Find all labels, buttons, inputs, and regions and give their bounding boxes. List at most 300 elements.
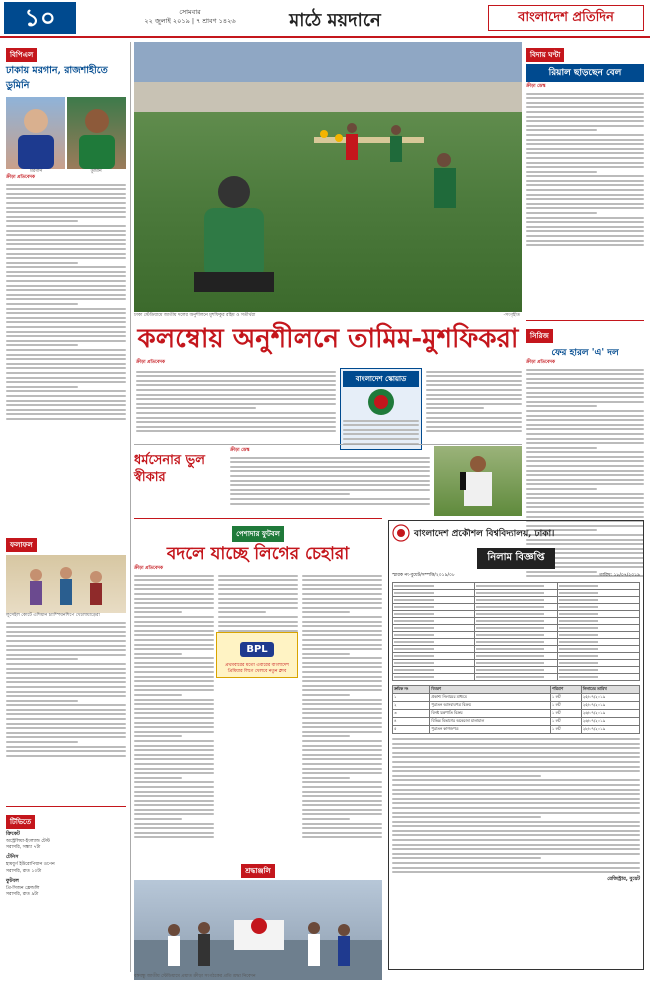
text-line xyxy=(392,834,640,836)
text-line xyxy=(302,823,382,825)
notice-meta xyxy=(392,572,640,579)
umpire-byline: ক্রীড়া ডেস্ক xyxy=(230,448,250,453)
text-line xyxy=(134,593,214,595)
squad-badge: বাংলাদেশ স্কোয়াড xyxy=(343,371,419,387)
text-line xyxy=(526,125,644,127)
text-line xyxy=(526,442,644,444)
text-line xyxy=(426,375,522,377)
text-line xyxy=(6,418,126,420)
table-row: ২ পুরাতন আসবাবপত্র বিক্রয় ১ লট ২৫/০৭/২০১৯ xyxy=(393,702,640,710)
table-cell xyxy=(557,604,639,611)
table-cell xyxy=(393,618,475,625)
umpire-body-text xyxy=(230,457,430,505)
text-line xyxy=(218,584,298,586)
text-line xyxy=(218,579,298,581)
text-line xyxy=(526,378,644,380)
text-line xyxy=(426,380,522,382)
text-line xyxy=(526,382,644,384)
text-line xyxy=(526,111,644,113)
text-line xyxy=(526,198,644,200)
text-line xyxy=(526,162,644,164)
newspaper-logo[interactable]: বাংলাদেশ প্রতিদিন xyxy=(488,5,644,31)
right-column xyxy=(526,42,644,249)
text-line xyxy=(526,493,644,495)
text-line xyxy=(134,717,214,719)
text-line xyxy=(6,645,126,647)
text-line xyxy=(426,394,522,396)
text-line xyxy=(6,686,126,688)
text-line xyxy=(302,740,382,742)
text-line xyxy=(230,498,430,500)
text-line xyxy=(302,758,382,760)
text-line xyxy=(302,777,350,779)
table-row xyxy=(393,618,640,625)
page-number: ১০ xyxy=(4,2,76,34)
football-tag: ফলাফল xyxy=(6,538,37,552)
text-line xyxy=(526,511,644,513)
text-line xyxy=(6,663,126,665)
text-line xyxy=(230,503,430,505)
text-line xyxy=(134,772,214,774)
text-line xyxy=(392,844,640,846)
table-cell xyxy=(557,597,639,604)
text-line xyxy=(6,400,126,402)
text-line xyxy=(392,812,640,814)
table-cell xyxy=(475,618,557,625)
text-line xyxy=(526,244,644,246)
text-line xyxy=(526,433,644,435)
text-line xyxy=(6,340,126,342)
text-line xyxy=(134,676,214,678)
text-line xyxy=(526,387,644,389)
text-line xyxy=(526,483,644,485)
football-headline[interactable]: বদলে যাচ্ছে লিগের চেহারা xyxy=(166,544,350,564)
results-text xyxy=(6,622,126,757)
table-cell xyxy=(475,674,557,681)
umpire-headline[interactable]: ধর্মসেনার ভুল স্বীকার xyxy=(134,453,205,485)
table-cell xyxy=(475,604,557,611)
crowd-icon xyxy=(134,880,382,980)
text-line xyxy=(134,694,182,696)
text-line xyxy=(6,202,126,204)
text-line xyxy=(392,857,541,859)
text-line xyxy=(426,412,522,414)
text-line xyxy=(134,703,214,705)
text-line xyxy=(526,184,644,186)
table-cell xyxy=(557,611,639,618)
text-line xyxy=(134,795,214,797)
text-line xyxy=(526,460,644,462)
players-group-icon xyxy=(6,555,126,613)
text-line xyxy=(392,756,640,758)
table-cell xyxy=(557,590,639,597)
text-line xyxy=(6,668,126,670)
text-line xyxy=(526,189,644,191)
text-line xyxy=(6,713,126,715)
text-line xyxy=(302,653,350,655)
text-line xyxy=(230,484,430,486)
notice-signature: রেজিস্ট্রার, বুয়েট xyxy=(607,876,640,883)
text-line xyxy=(134,662,214,664)
text-line xyxy=(392,761,640,763)
table-row xyxy=(393,660,640,667)
text-line xyxy=(526,470,644,472)
text-line xyxy=(302,708,382,710)
tv-block xyxy=(6,806,126,898)
text-line xyxy=(218,616,298,618)
tv-item-line: হামবুর্গ ইউরোপিয়ান ওপেন xyxy=(6,862,55,868)
text-line xyxy=(6,243,126,245)
bpl-byline: ক্রীড়া প্রতিবেদক xyxy=(6,175,35,180)
text-line xyxy=(526,396,644,398)
text-line xyxy=(134,653,182,655)
table-cell xyxy=(393,667,475,674)
text-line xyxy=(526,424,644,426)
text-line xyxy=(6,750,126,752)
text-line xyxy=(302,680,382,682)
text-line xyxy=(526,240,644,242)
text-line xyxy=(6,239,126,241)
text-line xyxy=(6,672,126,674)
table-cell xyxy=(393,653,475,660)
text-line xyxy=(302,662,382,664)
text-line xyxy=(526,465,644,467)
text-line xyxy=(302,745,382,747)
text-line xyxy=(134,726,214,728)
text-line xyxy=(6,298,126,300)
text-line xyxy=(6,331,126,333)
player-photos xyxy=(6,97,126,169)
text-line xyxy=(134,722,214,724)
text-line xyxy=(302,584,382,586)
text-line xyxy=(136,371,336,373)
bpl-body-text xyxy=(6,184,126,420)
text-line xyxy=(302,786,382,788)
text-line xyxy=(302,611,350,613)
text-line xyxy=(526,93,644,95)
table-cell xyxy=(557,660,639,667)
series-tag: সিরিজ xyxy=(526,329,553,343)
text-line xyxy=(302,754,382,756)
text-line xyxy=(6,390,126,392)
text-line xyxy=(526,226,644,228)
text-line xyxy=(6,677,126,679)
text-line xyxy=(134,680,214,682)
bpl-headline[interactable]: ঢাকায় মরগান, রাজশাহীতে ডুমিনি xyxy=(6,65,108,91)
section-title: মাঠে ময়দানে xyxy=(289,10,381,31)
text-line xyxy=(526,405,597,407)
text-line xyxy=(526,230,644,232)
text-line xyxy=(230,461,430,463)
football-body-3 xyxy=(302,575,382,839)
table-row xyxy=(393,646,640,653)
table-cell xyxy=(393,646,475,653)
text-line xyxy=(136,421,336,423)
text-line xyxy=(134,781,214,783)
table-cell xyxy=(475,646,557,653)
text-line xyxy=(392,802,640,804)
table-cell xyxy=(475,590,557,597)
notice-title: নিলাম বিজ্ঞপ্তি xyxy=(477,548,554,569)
football-story xyxy=(134,518,382,841)
tribute-tag: শ্রদ্ধাঞ্জলি xyxy=(241,864,274,878)
text-line xyxy=(526,139,644,141)
text-line xyxy=(302,712,382,714)
text-line xyxy=(136,412,336,414)
notice-table-2 xyxy=(392,685,640,734)
text-line xyxy=(134,731,214,733)
text-line xyxy=(302,795,382,797)
text-line xyxy=(6,746,126,748)
text-line xyxy=(6,700,78,702)
table-row xyxy=(393,632,640,639)
text-line xyxy=(526,207,644,209)
tv-list xyxy=(6,831,126,898)
text-line xyxy=(302,749,382,751)
text-line xyxy=(218,593,298,595)
table-header-cell: পরিমাণ xyxy=(550,686,581,694)
table-row: ৪ বিভিন্ন বিভাগের অকেজো মালামাল ১ লট ২৬/০৭/২০১৯ xyxy=(393,718,640,726)
text-line xyxy=(134,584,214,586)
text-line xyxy=(302,575,382,577)
text-line xyxy=(6,225,126,227)
text-line xyxy=(302,809,382,811)
text-line xyxy=(392,747,640,749)
table-cell xyxy=(557,632,639,639)
main-body-text-2 xyxy=(426,368,522,435)
table-cell xyxy=(557,653,639,660)
table-header-row xyxy=(393,686,640,694)
text-line xyxy=(302,644,382,646)
text-line xyxy=(302,621,382,623)
text-line xyxy=(526,148,644,150)
text-line xyxy=(343,424,419,426)
text-line xyxy=(6,234,126,236)
text-line xyxy=(6,691,126,693)
text-line xyxy=(392,839,640,841)
text-line xyxy=(134,836,214,838)
text-line xyxy=(392,779,640,781)
text-line xyxy=(6,709,126,711)
tv-item-line: সরাসরি, রাত ১০টা xyxy=(6,868,42,874)
text-line xyxy=(343,438,419,440)
text-line xyxy=(6,294,126,296)
text-line xyxy=(134,671,214,673)
text-line xyxy=(6,741,78,743)
text-line xyxy=(302,685,382,687)
table-row xyxy=(393,604,640,611)
text-line xyxy=(302,671,382,673)
text-line xyxy=(302,625,382,627)
tribute-block xyxy=(134,858,382,980)
main-photo-caption: ঢাকা স্টেডিয়ামে জাতীয় দলের অনুশীলনে মুশফিকুর রহিম ও সতীর্থরা xyxy=(134,313,256,318)
text-line xyxy=(6,395,126,397)
text-line xyxy=(343,433,419,435)
photo-name-1: মরগান xyxy=(30,169,43,174)
text-line xyxy=(302,634,382,636)
text-line xyxy=(302,639,382,641)
text-line xyxy=(6,289,126,291)
text-line xyxy=(302,836,382,838)
text-line xyxy=(134,621,214,623)
text-line xyxy=(134,630,214,632)
text-line xyxy=(6,326,126,328)
column-divider xyxy=(130,42,131,972)
text-line xyxy=(526,479,644,481)
text-line xyxy=(302,666,382,668)
table-cell xyxy=(393,604,475,611)
text-line xyxy=(6,253,126,255)
text-line xyxy=(426,398,522,400)
text-line xyxy=(302,726,382,728)
text-line xyxy=(302,772,382,774)
text-line xyxy=(6,626,126,628)
text-line xyxy=(134,616,214,618)
table-row xyxy=(393,625,640,632)
text-line xyxy=(392,830,640,832)
tribute-caption: বঙ্গবন্ধু জাতীয় স্টেডিয়ামে প্রয়াত ক্রীড়া সংগঠকের প্রতি শ্রদ্ধা নিবেদন xyxy=(134,974,256,979)
text-line xyxy=(526,428,644,430)
text-line xyxy=(6,367,126,369)
text-line xyxy=(392,853,640,855)
text-line xyxy=(526,212,597,214)
text-line xyxy=(6,230,126,232)
text-line xyxy=(6,188,126,190)
text-line xyxy=(136,398,336,400)
text-line xyxy=(343,429,419,431)
text-line xyxy=(302,657,382,659)
text-line xyxy=(6,718,126,720)
text-line xyxy=(392,821,640,823)
table-row xyxy=(393,639,640,646)
text-line xyxy=(134,786,214,788)
table-row: ১ প্রকাশ্য নিলামের মাধ্যমে ১ লট ২৫/০৭/২০১৯ xyxy=(393,694,640,702)
text-line xyxy=(302,813,382,815)
football-body-2 xyxy=(218,572,298,841)
text-line xyxy=(6,248,126,250)
text-line xyxy=(526,180,644,182)
university-name: বাংলাদেশ প্রকৌশল বিশ্ববিদ্যালয়, ঢাকা। xyxy=(414,528,555,539)
text-line xyxy=(134,607,214,609)
umpire-silhouette-icon xyxy=(434,446,522,516)
text-line xyxy=(136,403,336,405)
text-line xyxy=(302,731,382,733)
football-body-3-wrap xyxy=(302,572,382,841)
text-line xyxy=(392,793,640,795)
text-line xyxy=(134,708,214,710)
text-line xyxy=(526,488,597,490)
text-line xyxy=(134,712,214,714)
text-line xyxy=(6,349,126,351)
text-line xyxy=(302,703,382,705)
tv-item-line: প্রি-সিজন ফ্রেন্ডলি xyxy=(6,885,40,891)
text-line xyxy=(6,285,126,287)
text-line xyxy=(526,134,644,136)
photo-name-2: ডুমিনি xyxy=(90,169,102,174)
table-cell xyxy=(557,583,639,590)
text-line xyxy=(6,363,126,365)
text-line xyxy=(6,308,126,310)
text-line xyxy=(6,704,126,706)
text-line xyxy=(392,789,640,791)
table-cell xyxy=(475,653,557,660)
player-silhouette-icon xyxy=(67,97,126,169)
text-line xyxy=(230,457,430,459)
main-headline[interactable]: কলম্বোয় অনুশীলনে তামিম-মুশফিকরা xyxy=(137,324,519,354)
tv-item-line: অস্ট্রেলিয়া-ইংল্যান্ড টেস্ট xyxy=(6,839,50,844)
text-line xyxy=(526,456,644,458)
bale-headline[interactable]: রিয়াল ছাড়ছেন বেল xyxy=(526,64,644,82)
series-headline[interactable]: ফের হারল 'এ' দল xyxy=(551,348,619,358)
table-cell xyxy=(557,639,639,646)
table-cell xyxy=(393,632,475,639)
text-line xyxy=(134,777,182,779)
text-line xyxy=(6,358,126,360)
text-line xyxy=(526,152,644,154)
text-line xyxy=(392,798,640,800)
text-line xyxy=(6,631,126,633)
text-line xyxy=(134,763,214,765)
text-line xyxy=(6,755,126,757)
text-line xyxy=(302,800,382,802)
text-line xyxy=(134,740,214,742)
photo-credit: -সংগৃহীত xyxy=(503,313,520,318)
text-line xyxy=(6,649,126,651)
text-line xyxy=(134,758,214,760)
text-line xyxy=(230,466,430,468)
text-line xyxy=(6,695,126,697)
table-cell xyxy=(557,618,639,625)
text-line xyxy=(6,257,126,259)
text-line xyxy=(136,380,336,382)
text-line xyxy=(6,640,126,642)
text-line xyxy=(426,371,522,373)
football-byline: ক্রীড়া প্রতিবেদক xyxy=(134,566,163,571)
text-line xyxy=(526,415,644,417)
text-line xyxy=(6,354,126,356)
text-line xyxy=(6,377,126,379)
text-line xyxy=(6,658,78,660)
umpire-photo xyxy=(434,446,522,516)
text-line xyxy=(302,588,382,590)
text-line xyxy=(302,827,382,829)
text-line xyxy=(134,689,214,691)
text-line xyxy=(302,579,382,581)
text-line xyxy=(302,735,350,737)
tv-item xyxy=(6,854,126,874)
text-line xyxy=(6,404,126,406)
practice-scene-icon xyxy=(134,42,522,312)
text-line xyxy=(392,867,640,869)
text-line xyxy=(526,157,644,159)
table-cell xyxy=(393,639,475,646)
text-line xyxy=(302,694,350,696)
table-cell xyxy=(393,611,475,618)
table-cell xyxy=(393,660,475,667)
text-line xyxy=(526,369,644,371)
tv-item xyxy=(6,878,126,898)
tv-item-label: ক্রিকেট xyxy=(6,831,20,837)
table-cell xyxy=(475,632,557,639)
notice-table-1 xyxy=(392,582,640,681)
text-line xyxy=(392,848,640,850)
text-line xyxy=(134,735,182,737)
text-line xyxy=(134,634,214,636)
date-label: ২২ জুলাই ২০১৯ | ৭ শ্রাবণ ১৪২৬ xyxy=(144,17,236,25)
text-line xyxy=(526,166,644,168)
bpl-logo-icon: BPL xyxy=(219,635,295,663)
player-silhouette-icon xyxy=(6,97,65,169)
